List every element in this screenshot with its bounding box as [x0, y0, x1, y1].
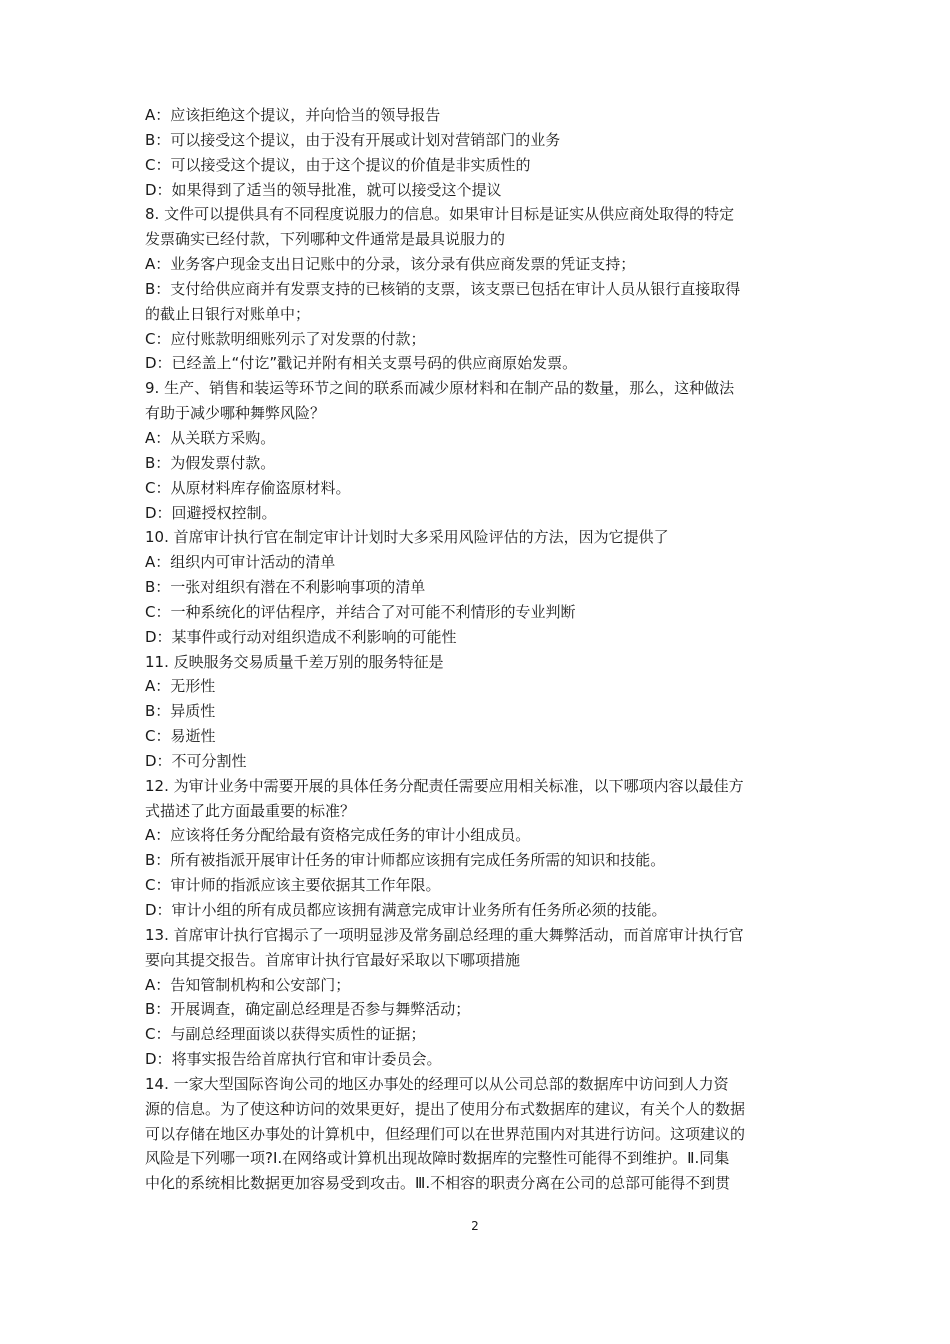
text-line: D：不可分割性	[145, 751, 247, 770]
text-line: A：告知管制机构和公安部门；	[145, 975, 351, 994]
text-line: C：应付账款明细账列示了对发票的付款；	[145, 329, 426, 348]
text-line: C：易逝性	[145, 727, 216, 746]
text-line: A：应该拒绝这个提议，并向恰当的领导报告	[145, 106, 441, 124]
text-line: D：已经盖上“付讫”戳记并附有相关支票号码的供应商原始发票。	[145, 354, 578, 373]
text-line: 13. 首席审计执行官揭示了一项明显涉及常务副总经理的重大舞弊活动，而首席审计执行官	[145, 925, 744, 944]
text-line: 有助于减少哪种舞弊风险？	[145, 404, 326, 423]
text-line: A：组织内可审计活动的清单	[145, 553, 336, 572]
text-line: D：某事件或行动对组织造成不利影响的可能性	[145, 627, 457, 646]
text-line: D：回避授权控制。	[145, 503, 277, 522]
text-line: B：所有被指派开展审计任务的审计师都应该拥有完成任务所需的知识和技能。	[145, 851, 666, 870]
text-line: A：业务客户现金支出日记账中的分录，该分录有供应商发票的凭证支持；	[145, 255, 636, 274]
text-line: B：可以接受这个提议，由于没有开展或计划对营销部门的业务	[145, 130, 561, 149]
text-line: B：开展调查，确定副总经理是否参与舞弊活动；	[145, 1000, 471, 1019]
text-line: B：异质性	[145, 702, 216, 721]
text-line: A：应该将任务分配给最有资格完成任务的审计小组成员。	[145, 826, 531, 845]
text-line: 发票确实已经付款，下列哪种文件通常是最具说服力的	[145, 230, 506, 249]
text-line: A：从关联方采购。	[145, 428, 276, 447]
text-line: 风险是下列哪一项?Ⅰ.在网络或计算机出现故障时数据库的完整性可能得不到维护。Ⅱ.同集	[145, 1149, 730, 1168]
text-line: 14. 一家大型国际咨询公司的地区办事处的经理可以从公司总部的数据库中访问到人力资	[145, 1074, 729, 1093]
text-line: C：与副总经理面谈以获得实质性的证据；	[145, 1025, 426, 1044]
text-line: 10. 首席审计执行官在制定审计计划时大多采用风险评估的方法，因为它提供了	[145, 528, 669, 547]
text-line: 可以存储在地区办事处的计算机中，但经理们可以在世界范围内对其进行访问。这项建议的	[145, 1124, 746, 1143]
text-line: C：审计师的指派应该主要依据其工作年限。	[145, 876, 441, 895]
text-line: 8. 文件可以提供具有不同程度说服力的信息。如果审计目标是证实从供应商处取得的特定	[145, 205, 735, 224]
text-line: 式描述了此方面最重要的标准？	[145, 801, 356, 820]
text-line: 中化的系统相比数据更加容易受到攻击。Ⅲ.不相容的职责分离在公司的总部可能得不到贯	[145, 1174, 731, 1193]
text-line: 12. 为审计业务中需要开展的具体任务分配责任需要应用相关标准，以下哪项内容以最佳方	[145, 776, 744, 795]
text-line: 9. 生产、销售和装运等环节之间的联系而减少原材料和在制产品的数量，那么，这种做法	[145, 379, 735, 398]
text-line: A：无形性	[145, 677, 216, 696]
page-number: 2	[471, 1219, 479, 1233]
text-line: D：审计小组的所有成员都应该拥有满意完成审计业务所有任务所必须的技能。	[145, 901, 667, 919]
text-line: 11. 反映服务交易质量千差万别的服务特征是	[145, 652, 444, 671]
text-line: B：支付给供应商并有发票支持的已核销的支票，该支票已包括在审计人员从银行直接取得	[145, 279, 741, 298]
text-line: D：将事实报告给首席执行官和审计委员会。	[145, 1050, 442, 1069]
text-line: C：从原材料库存偷盗原材料。	[145, 478, 351, 497]
text-line: C：一种系统化的评估程序，并结合了对可能不利情形的专业判断	[145, 602, 576, 621]
text-line: 要向其提交报告。首席审计执行官最好采取以下哪项措施	[145, 950, 521, 969]
text-line: 源的信息。为了使这种访问的效果更好，提出了使用分布式数据库的建议，有关个人的数据	[145, 1099, 746, 1118]
text-line: B：一张对组织有潜在不利影响事项的清单	[145, 578, 426, 597]
document-body	[145, 103, 810, 1196]
text-line: 的截止日银行对账单中；	[145, 304, 311, 323]
text-line: D：如果得到了适当的领导批准，就可以接受这个提议	[145, 180, 502, 199]
text-line: C：可以接受这个提议，由于这个提议的价值是非实质性的	[145, 155, 531, 174]
text-line: B：为假发票付款。	[145, 453, 276, 472]
